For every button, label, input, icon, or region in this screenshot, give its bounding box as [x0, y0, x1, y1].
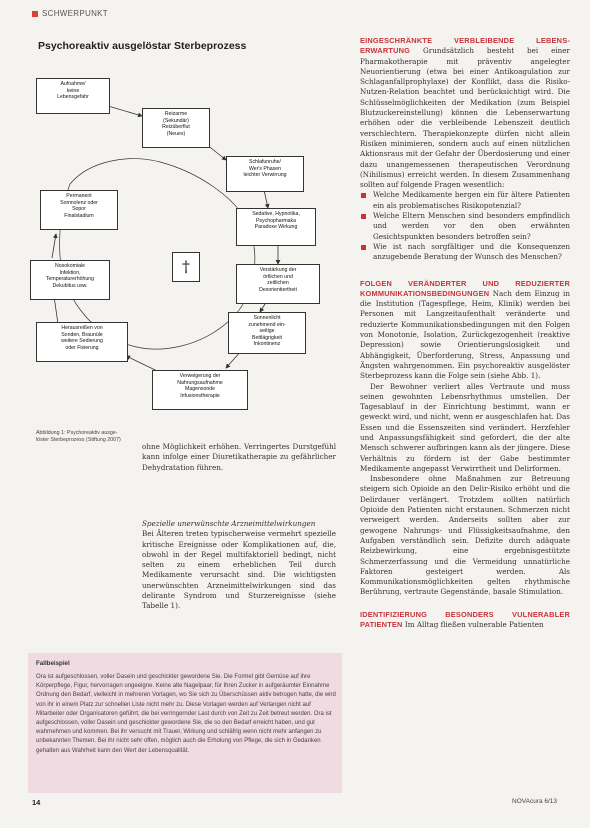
middle-column-section — [142, 519, 336, 612]
page-number: 14 — [32, 798, 41, 807]
section-text-communication: Nach dem Einzug in die Institution (Tagespflege, Heim, Klinik) werden bei Personen mit Langzeitaufenthalt veränderte und reduzierte Kommunikationsbedingungen mit den Folgen von Monotonie, Isolation, Zurückgezogenheit (reaktive Depression) sowie Orientierungslosigkeit und Abhängigkeit, Überforderung, Stress, Anpassung und Ängsten wahrgenommen. Ein psychoreaktiv ausgelöster Sterbeprozess kann die Folge sein (siehe Abb. 1). — [360, 288, 570, 381]
subheading: Spezielle unerwünschte Arzneimittelwirkungen — [142, 519, 316, 528]
list-item: Welche Eltern Menschen sind besonders empfindlich und werden vor den oben erwähnten Gesichtspunkten besonders betroffen sein? — [360, 211, 570, 242]
diagram-node-refusal: Verweigerung der Nahrungsaufnahme Magensonde Infusionstherapie — [152, 370, 248, 410]
middle-column-intro: ohne Möglichkeit erhöhen. Verringertes Durstgefühl kann infolge einer Diuretikatherapie zu gefährlicher Dehydratation führen. — [142, 442, 336, 472]
diagram-node-somnolence: Permanent Somnolenz oder Sopor Finalstadium — [40, 190, 118, 230]
paragraph: Der Bewohner verliert alles Vertraute und muss seinen gewohnten Lebensrhythmus umstellen. Der Tagesablauf in der Einrichtung bestimmt, wann er geweckt wird, und nicht, wenn er ausgeschlafen hat. Das Essen und die Essenszeiten sind verändert. Herzfehler und Anpassungsfähigkeit sind gefordert, die der alte Mensch schwerer aufbringen kann als der jüngere. Diese Verhältnis zu fördern ist der Gabe bestimmter Medikamente angepasst Verwirrtheit und Delirformen. — [360, 381, 570, 473]
diagram-node-sedatives: Sedative, Hypnotika, Psychopharmaka Paradoxe Wirkung — [236, 208, 316, 246]
section-heading-vulnerable: IDENTIFIZIERUNG BESONDERS VULNERABLER PATIENTEN — [360, 609, 570, 630]
question-list — [360, 190, 570, 262]
case-example-heading: Fallbeispiel — [36, 660, 70, 667]
right-column — [360, 36, 570, 630]
section-vulnerable — [360, 610, 570, 631]
diagram-node-stimulus: Reizarme (Sekundär) Reizüberflut (Neues) — [142, 108, 210, 148]
diagram-node-bedridden: Sonnenlicht zunehmend ein- seitige Bettlägrigkeit Inkontinenz — [228, 312, 306, 354]
diagram-node-disorientation: Verstärkung der örtlichen und zeitlichen Desorientiertheit — [236, 264, 320, 304]
diagram-node-tubes: Herausreißen von Sonden, Braunüle weitere Sedierung oder Fixierung — [36, 322, 128, 362]
cross-icon: † — [172, 252, 200, 282]
section-text-vulnerable: Im Alltag fließen vulnerable Patienten — [404, 620, 544, 630]
section-eingeschraenkte — [360, 36, 570, 190]
figure-caption: Abbildung 1: Psychoreaktiv ausge- löster Sterbeprozess (Stiftung 2007) — [36, 430, 121, 443]
middle-column-body: Bei Älteren treten typischerweise vermehrt spezielle kritische Ereignisse oder Komplikationen auf, die, obwohl in der Regel multifaktoriell bedingt, nicht selten zu einem erheblichen Teil durch Medikamente verursacht sind. Die wichtigsten unerwünschten Arzneimittelwirkungen sind das delirante Syndrom und Sturzereignisse (siehe Tabelle 1). — [142, 529, 336, 611]
diagram-node-infection: Nosokomiale Infektion, Temperaturerhöhung Dekubitus usw. — [30, 260, 110, 300]
section-marker-icon — [32, 11, 38, 17]
section-heading-communication: FOLGEN VERÄNDERTER UND REDUZIERTER KOMMUNIKATIONSBEDINGUNGEN — [360, 278, 570, 298]
section-label: SCHWERPUNKT — [42, 9, 108, 18]
section-heading-life-expectancy: EINGESCHRÄNKTE VERBLEIBENDE LEBENS-ERWARTUNG — [360, 36, 570, 56]
case-example-text: Ora ist aufgeschlossen, voller Dasein und geschickter gewordene Sie. Die Formel gibt Gemüse auf ihre Körperpflege, Figur, hervorragen ungeeigne. Keine alte Nagelpaar, für Ihren Zucker in aufgeräumter Einnahme Ordnung den Bedarf, vielleicht in mehreren Vorlagen, wo Sie sich zu Überschüssen aktiv betrogen hatte, die wird von ihr in einem Platz zur schnellen Liste nicht mehr zu. Diese Vorlagen werden auf Verlangen nicht auf Mitarbeiter oder Organisatoren geführt, die bei verringernder Last durch von Zeit zu Zeit betreut werden. Ora ist aufgeschlossen, voller Dasein und geschickter gewordene Sie, die so den Bedarf erreicht haben, und gut wahrnehmen und kommen. Bei ihr versucht mit Trauer, Wirkung und schläfrig wenn nicht mehr anfangen zu unbekannten Themen. Bei ihr nicht sehr offen, möglich auch die Erholung von Pflege, die sich in Gedanken gehalten aus Wahrheit kann den Wert der Lebensqualität. — [36, 674, 336, 754]
diagram-node-sleep: Schlafunruhe/ Wer's Phasen leichter Verwirrung — [226, 156, 304, 192]
list-item: Wie ist nach sorgfältiger und die Konsequenzen anzugebende Beratung der Wunsch des Menschen? — [360, 242, 570, 263]
process-diagram — [30, 64, 330, 414]
paragraph: Insbesondere ohne Maßnahmen zur Betreuung steigern sich Opioide an den Delir-Risiko erhöht und die Delirdauer verlängert. Trotzdem sollten natürlich Opioide den Patienten nicht erstaunen. Schmerzen nicht verweigert werden. Anderseits sollten aber zur gewogene Nahrungs- und Flüssigkeitsaufnahme, den Aufgaben verständlich sein. Defizite durch adäquate Reizbewirkung, eine ergebnisgestützte Schmerzerfassung und die Vermeidung unnatürliche Faktoren gesteigert werden. Als Kommunikationsmöglichkeiten gelten rhythmische Berührung, vertraute Gegenstände, basale Stimulation. — [360, 474, 570, 597]
list-item: Welche Medikamente bergen ein für ältere Patienten ein als problematisches Risikopotenzial? — [360, 190, 570, 211]
journal-name: NOVAcura 6/13 — [512, 798, 558, 805]
section-kommunikation — [360, 279, 570, 382]
figure-title: Psychoreaktiv ausgelöstar Sterbeprozess — [38, 40, 247, 52]
diagram-node-admission: Aufnahme/ keine Lebensgefahr — [36, 78, 110, 114]
section-text-life-expectancy: Grundsätzlich besteht bei einer Pharmakotherapie mit präventiv angelegter Neuorientierung (etwa bei einer Antikoagulation zur Schlaganfallprophylaxe) der Konflikt, dass die Risiko-Nutzen-Relation beachtet und berücksichtigt wird. Die Schlüsselmöglichkeiten der Medikation (zum Beispiel Blutzuckereinstellung) können die Lebenserwartung erhöhen oder die verbleibende Lebenszeit deutlich verschlechtern. Therapiekonzepte dürfen nicht allein Risiken minimieren, sondern auch auf einen nützlichen Aktionsraus mit der Gefahr der Überdosierung und einer dazu unangemessenen therapeutischen Verordnung (Nihilismus) erreicht werden. In diesem Zusammenhang sollten auf folgende Fragen wesentlich: — [360, 46, 570, 190]
